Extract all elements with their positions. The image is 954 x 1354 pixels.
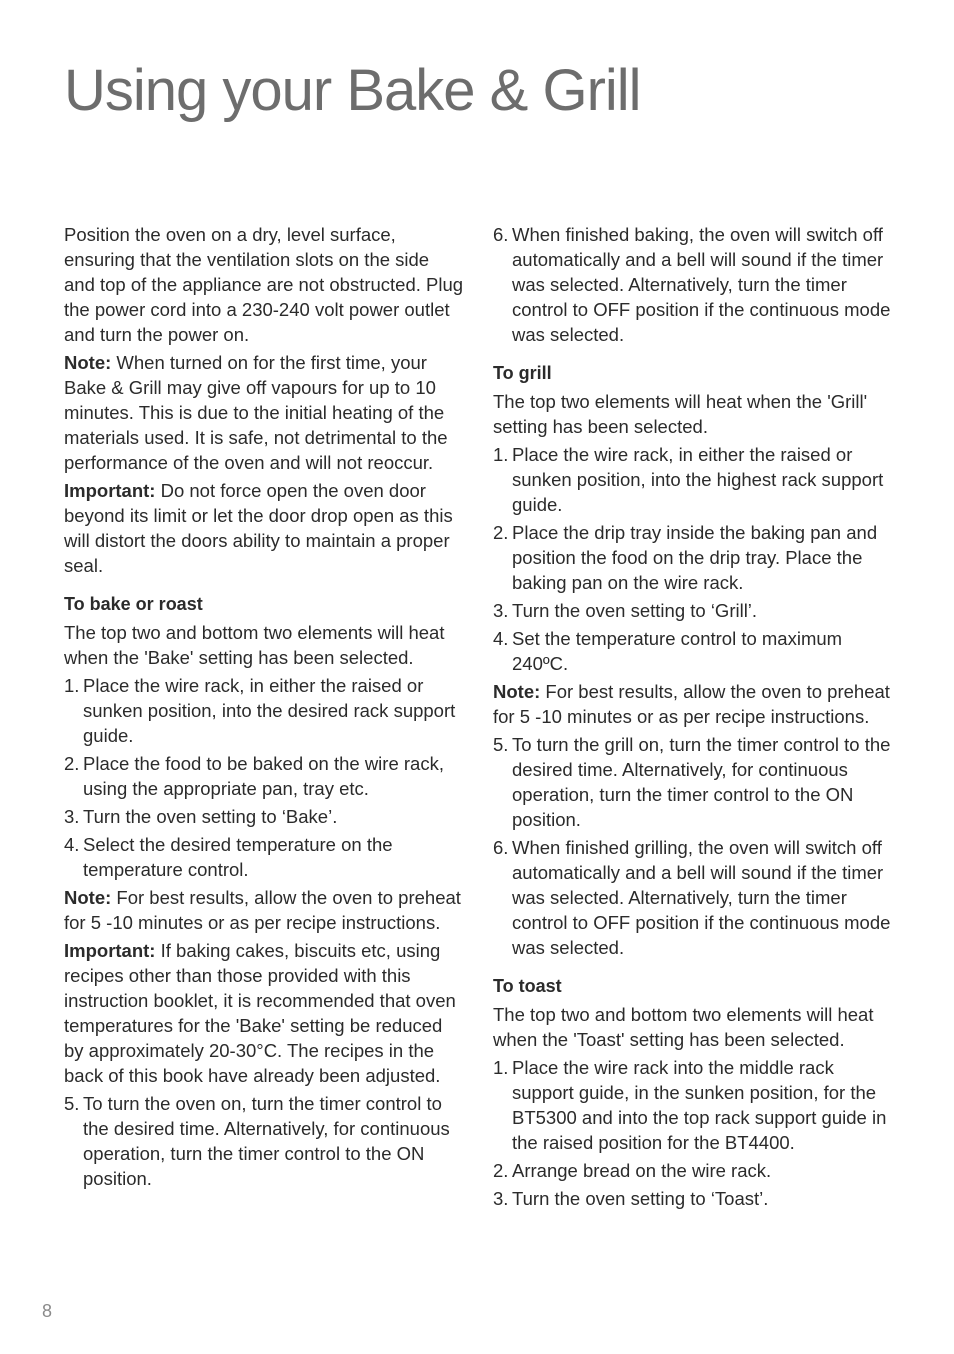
step-number: 3. (493, 600, 509, 621)
step-text: When finished grilling, the oven will switch off automatically and a bell will sound if the timer was selected. Alternatively, turn the timer control to OFF position if the continuous mode was selected. (512, 837, 891, 958)
grill-steps (493, 442, 893, 676)
list-item (493, 1186, 893, 1211)
bake-steps-continued (64, 1091, 464, 1191)
important-text: Do not force open the oven door beyond its limit or let the door drop open as this will distort the doors ability to maintain a proper seal. (64, 480, 453, 576)
grill-intro: The top two elements will heat when the 'Grill' setting has been selected. (493, 391, 868, 437)
step-text: Arrange bread on the wire rack. (512, 1160, 772, 1181)
step-text: Turn the oven setting to ‘Grill’. (512, 600, 758, 621)
step-text: To turn the oven on, turn the timer control to the desired time. Alternatively, for continuous operation, turn the timer control to the ON position. (83, 1093, 450, 1189)
list-item (64, 1091, 464, 1191)
list-item (493, 1158, 893, 1183)
step-text: Place the wire rack, in either the raised or sunken position, into the desired rack support guide. (83, 675, 456, 746)
step-text: When finished baking, the oven will switch off automatically and a bell will sound if the timer was selected. Alternatively, turn the timer control to OFF position if the continuous mode was selected. (512, 224, 891, 345)
list-item (493, 222, 893, 347)
step-text: Turn the oven setting to ‘Bake’. (83, 806, 338, 827)
grill-heading: To grill (493, 363, 552, 383)
step-text: Place the drip tray inside the baking pan and position the food on the drip tray. Place the baking pan on the wire rack. (512, 522, 878, 593)
note-text: For best results, allow the oven to preheat for 5 -10 minutes or as per recipe instructions. (64, 887, 461, 933)
grill-note (493, 679, 893, 729)
step-number: 3. (493, 1188, 509, 1209)
bake-note (64, 885, 464, 935)
step-text: Select the desired temperature on the temperature control. (83, 834, 393, 880)
step-number: 5. (64, 1093, 80, 1114)
step-number: 4. (64, 834, 80, 855)
toast-heading: To toast (493, 976, 562, 996)
page-title: Using your Bake & Grill (64, 58, 641, 123)
list-item (64, 673, 464, 748)
intro-important (64, 478, 464, 578)
step-number: 1. (64, 675, 80, 696)
important-text: If baking cakes, biscuits etc, using recipes other than those provided with this instruction booklet, it is recommended that oven temperatures for the 'Bake' setting be reduced by approximately 20-30°C. The recipes in the back of this book have already been adjusted. (64, 940, 456, 1086)
important-label: Important: (64, 480, 156, 501)
step-text: Set the temperature control to maximum 240ºC. (512, 628, 843, 674)
bake-steps (64, 673, 464, 882)
step-number: 1. (493, 444, 509, 465)
intro-paragraph: Position the oven on a dry, level surface, ensuring that the ventilation slots on the side and top of the appliance are not obstructed. Plug the power cord into a 230-240 volt power outlet and turn the power on. (64, 224, 464, 345)
left-column (64, 222, 464, 1194)
step-number: 2. (493, 522, 509, 543)
bake-intro: The top two and bottom two elements will heat when the 'Bake' setting has been selected. (64, 622, 445, 668)
list-item (64, 832, 464, 882)
step-number: 5. (493, 734, 509, 755)
right-column (493, 222, 893, 1214)
list-item (493, 520, 893, 595)
step-text: Place the food to be baked on the wire rack, using the appropriate pan, tray etc. (83, 753, 444, 799)
page-number: 8 (42, 1301, 53, 1321)
note-label: Note: (64, 887, 112, 908)
step-text: Turn the oven setting to ‘Toast’. (512, 1188, 769, 1209)
list-item (493, 442, 893, 517)
step-number: 4. (493, 628, 509, 649)
list-item (493, 1055, 893, 1155)
list-item (493, 626, 893, 676)
bake-important (64, 938, 464, 1088)
bake-steps-end (493, 222, 893, 347)
list-item (64, 751, 464, 801)
step-text: Place the wire rack, in either the raised or sunken position, into the highest rack support guide. (512, 444, 884, 515)
note-label: Note: (493, 681, 541, 702)
grill-steps-continued (493, 732, 893, 960)
bake-heading: To bake or roast (64, 594, 203, 614)
list-item (64, 804, 464, 829)
toast-steps (493, 1055, 893, 1211)
step-number: 2. (64, 753, 80, 774)
note-text: When turned on for the first time, your Bake & Grill may give off vapours for up to 10 minutes. This is due to the initial heating of the materials used. It is safe, not detrimental to the performance of the oven and will not reoccur. (64, 352, 448, 473)
step-number: 3. (64, 806, 80, 827)
step-text: To turn the grill on, turn the timer control to the desired time. Alternatively, for continuous operation, turn the timer control to the ON position. (512, 734, 891, 830)
list-item (493, 732, 893, 832)
step-number: 6. (493, 224, 509, 245)
step-text: Place the wire rack into the middle rack support guide, in the sunken position, for the BT5300 and into the top rack support guide in the raised position for the BT4400. (512, 1057, 887, 1153)
step-number: 1. (493, 1057, 509, 1078)
list-item (493, 598, 893, 623)
note-text: For best results, allow the oven to preheat for 5 -10 minutes or as per recipe instructions. (493, 681, 890, 727)
note-label: Note: (64, 352, 112, 373)
list-item (493, 835, 893, 960)
step-number: 2. (493, 1160, 509, 1181)
step-number: 6. (493, 837, 509, 858)
intro-note (64, 350, 464, 475)
toast-intro: The top two and bottom two elements will heat when the 'Toast' setting has been selected. (493, 1004, 874, 1050)
important-label: Important: (64, 940, 156, 961)
